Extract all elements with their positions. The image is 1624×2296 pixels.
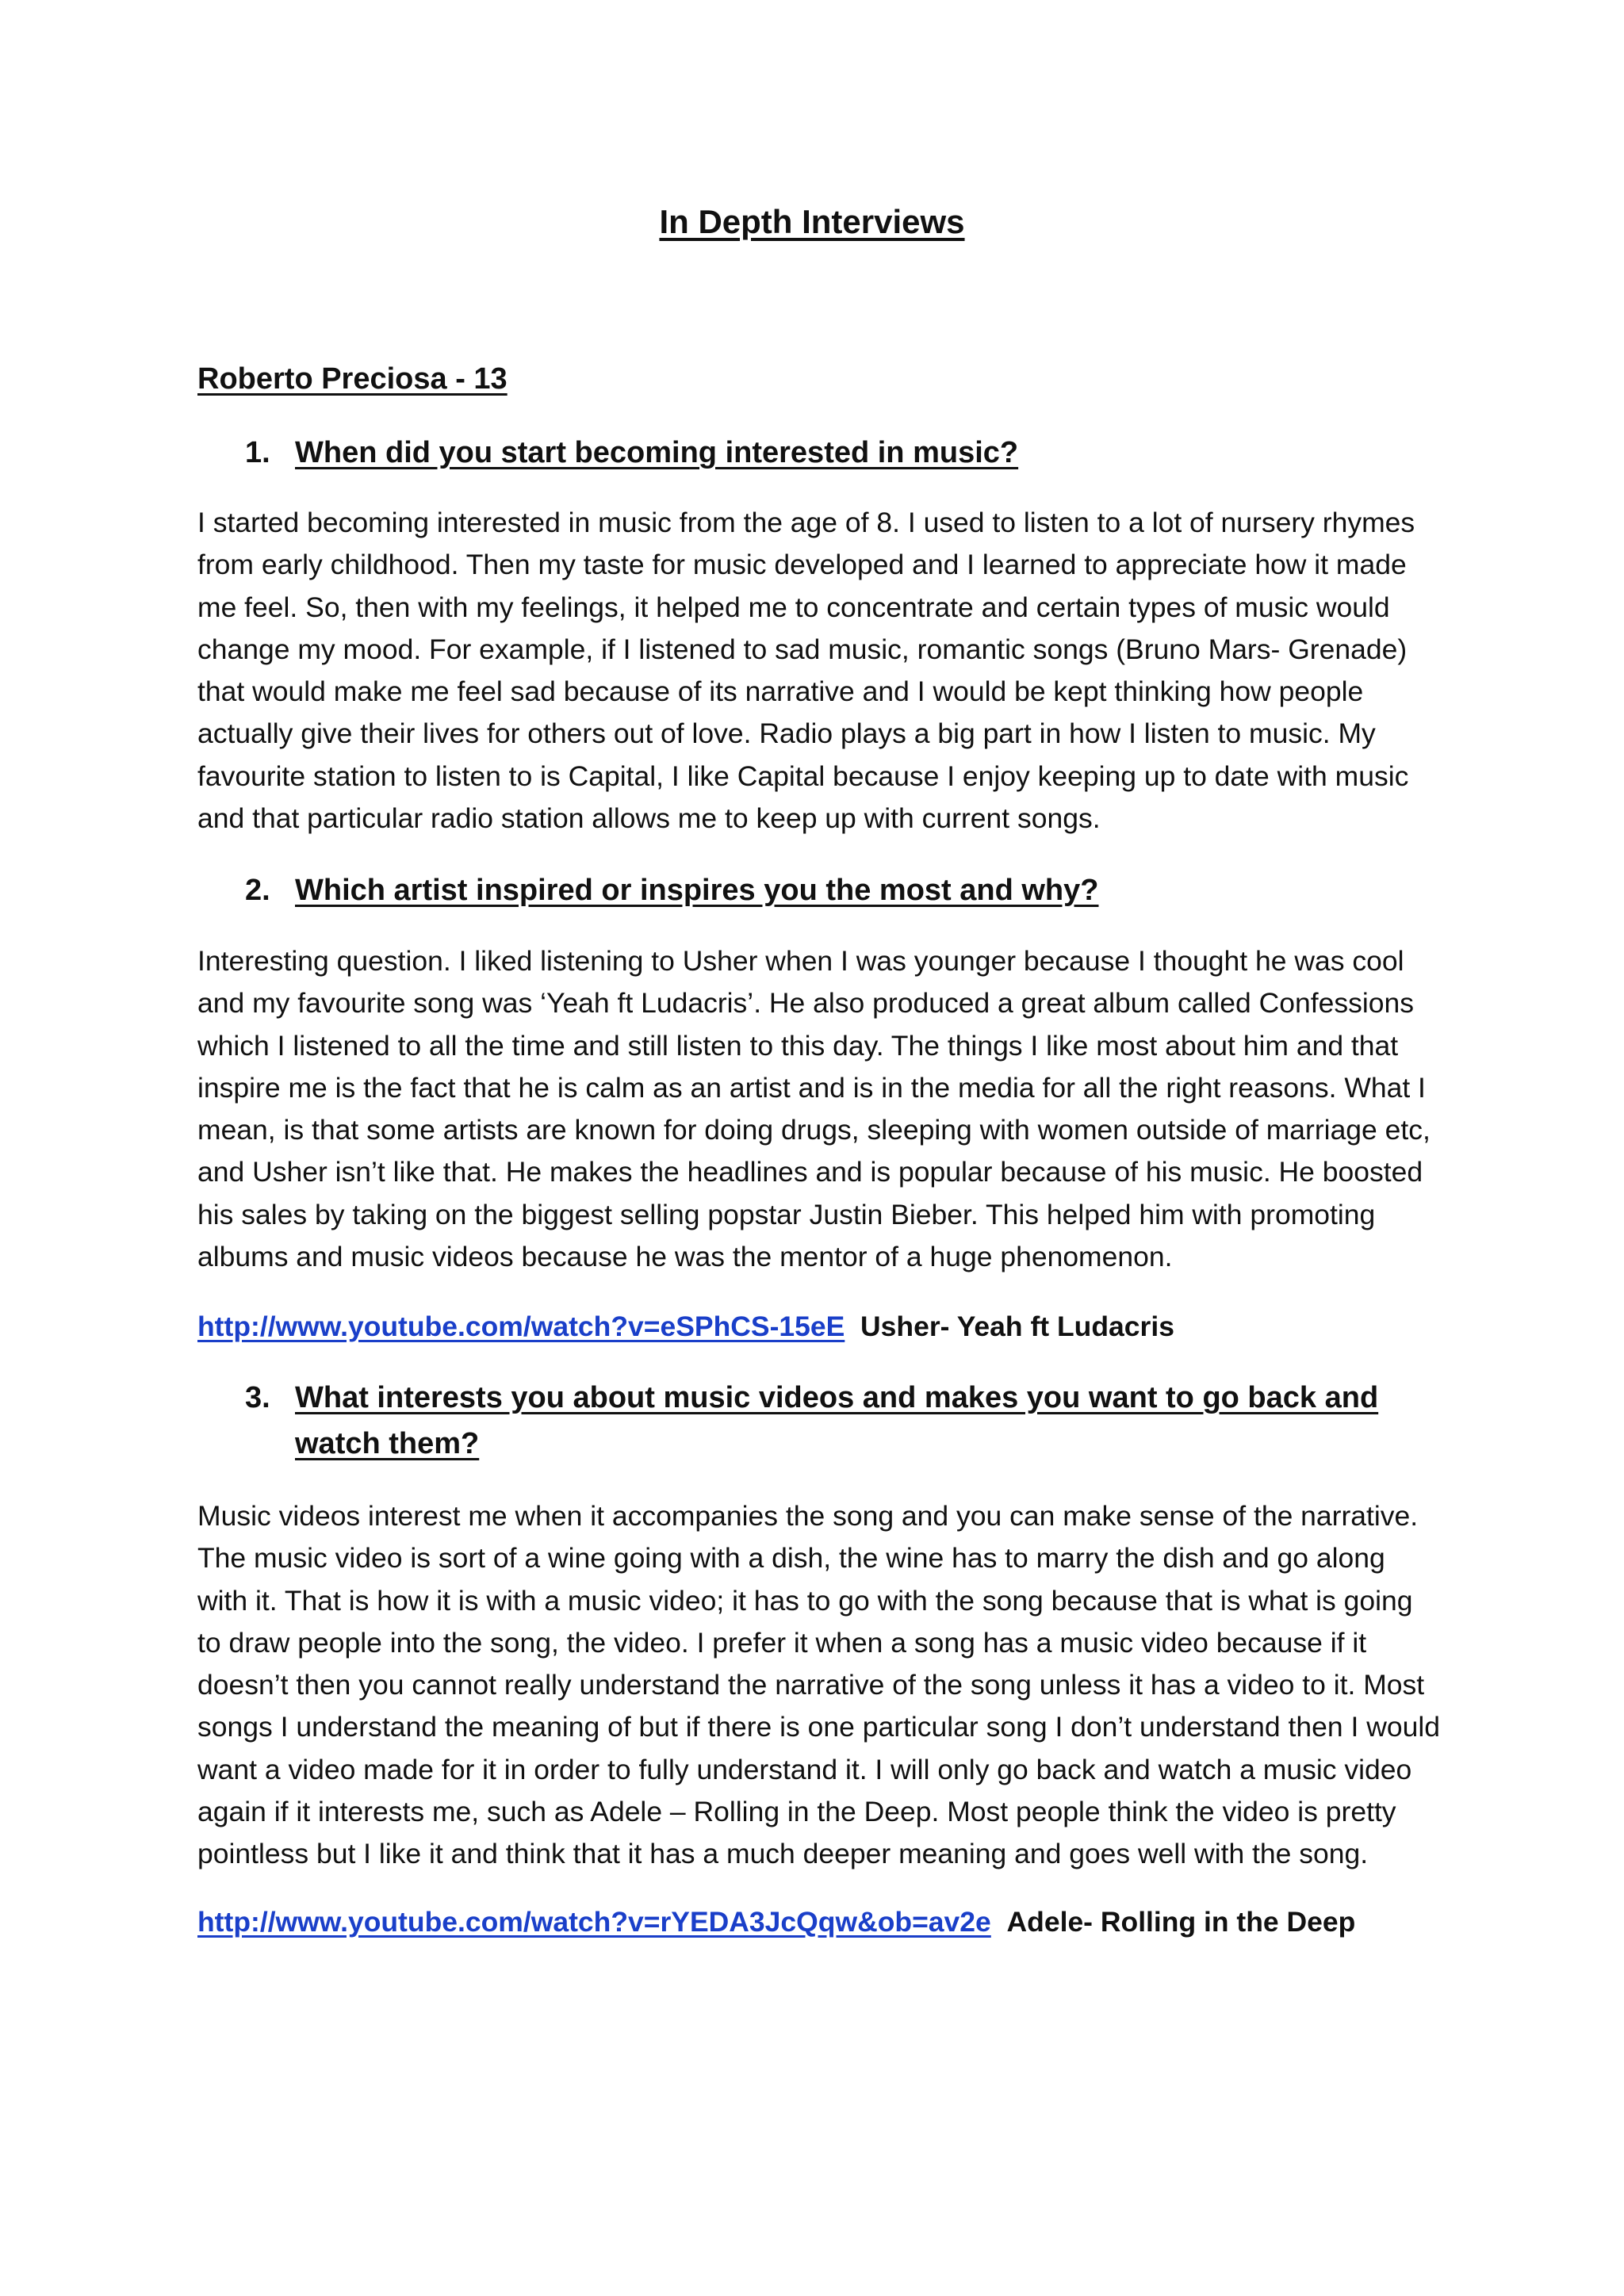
question-1: [197, 430, 1434, 476]
question-number: 2.: [245, 874, 270, 907]
question-2: [197, 867, 1434, 913]
interviewee-heading: Roberto Preciosa - 13: [197, 362, 508, 396]
answer-2: Interesting question. I liked listening to Usher when I was younger because I thought he was cool and my favourite song was ‘Yeah ft Ludacris’. He also produced a great album called Confessions which I listened to all the time and still listen to this day. The things I like most about him and that inspire me is the fact that he is calm as an artist and is in the media for all the right reasons. What I mean, is that some artists are known for doing drugs, sleeping with women outside of marriage etc, and Usher isn’t like that. He makes the headlines and is popular because of his music. He boosted his sales by taking on the biggest selling popstar Justin Bieber. This helped him with promoting albums and music videos because he was the mentor of a huge phenomenon.: [197, 945, 1431, 1273]
reference-link-row-1: [197, 1306, 1466, 1348]
question-text: Which artist inspired or inspires you the most and why?: [295, 874, 1099, 907]
reference-link-row-2: [197, 1901, 1466, 1943]
song-title-1: Usher- Yeah ft Ludacris: [860, 1311, 1174, 1342]
answer-3: Music videos interest me when it accompanies the song and you can make sense of the narrative. The music video is sort of a wine going with a dish, the wine has to marry the dish and go along with it. That is how it is with a music video; it has to go with the song because that is what is going to draw people into the song, the video. I prefer it when a song has a music video because if it doesn’t then you cannot really understand the narrative of the song unless it has a video to it. Most songs I understand the meaning of but if there is one particular song I don’t understand then I would want a video made for it in order to fully understand it. I will only go back and watch a music video again if it interests me, such as Adele – Rolling in the Deep. Most people think the video is pretty pointless but I like it and think that it has a much deeper meaning and goes well with the song.: [197, 1500, 1440, 1870]
answer-1: I started becoming interested in music from the age of 8. I used to listen to a lot of nursery rhymes from early childhood. Then my taste for music developed and I learned to appreciate how it made me feel. So, then with my feelings, it helped me to concentrate and certain types of music would change my mood. For example, if I listened to sad music, romantic songs (Bruno Mars- Grenade) that would make me feel sad because of its narrative and I would be kept thinking how people actually give their lives for others out of love. Radio plays a big part in how I listen to music. My favourite station to listen to is Capital, I like Capital because I enjoy keeping up to date with music and that particular radio station allows me to keep up with current songs.: [197, 507, 1415, 835]
youtube-link-1[interactable]: http://www.youtube.com/watch?v=eSPhCS-15eE: [197, 1311, 845, 1342]
page-title: In Depth Interviews: [659, 203, 965, 240]
question-text: When did you start becoming interested in music?: [295, 436, 1019, 469]
question-number: 3.: [245, 1381, 270, 1414]
question-3: [197, 1375, 1434, 1467]
song-title-2: Adele- Rolling in the Deep: [1006, 1906, 1356, 1938]
question-number: 1.: [245, 436, 270, 469]
youtube-link-2[interactable]: http://www.youtube.com/watch?v=rYEDA3JcQqw&ob=av2e: [197, 1906, 991, 1938]
question-text: What interests you about music videos and makes you want to go back and watch them?: [295, 1381, 1379, 1460]
